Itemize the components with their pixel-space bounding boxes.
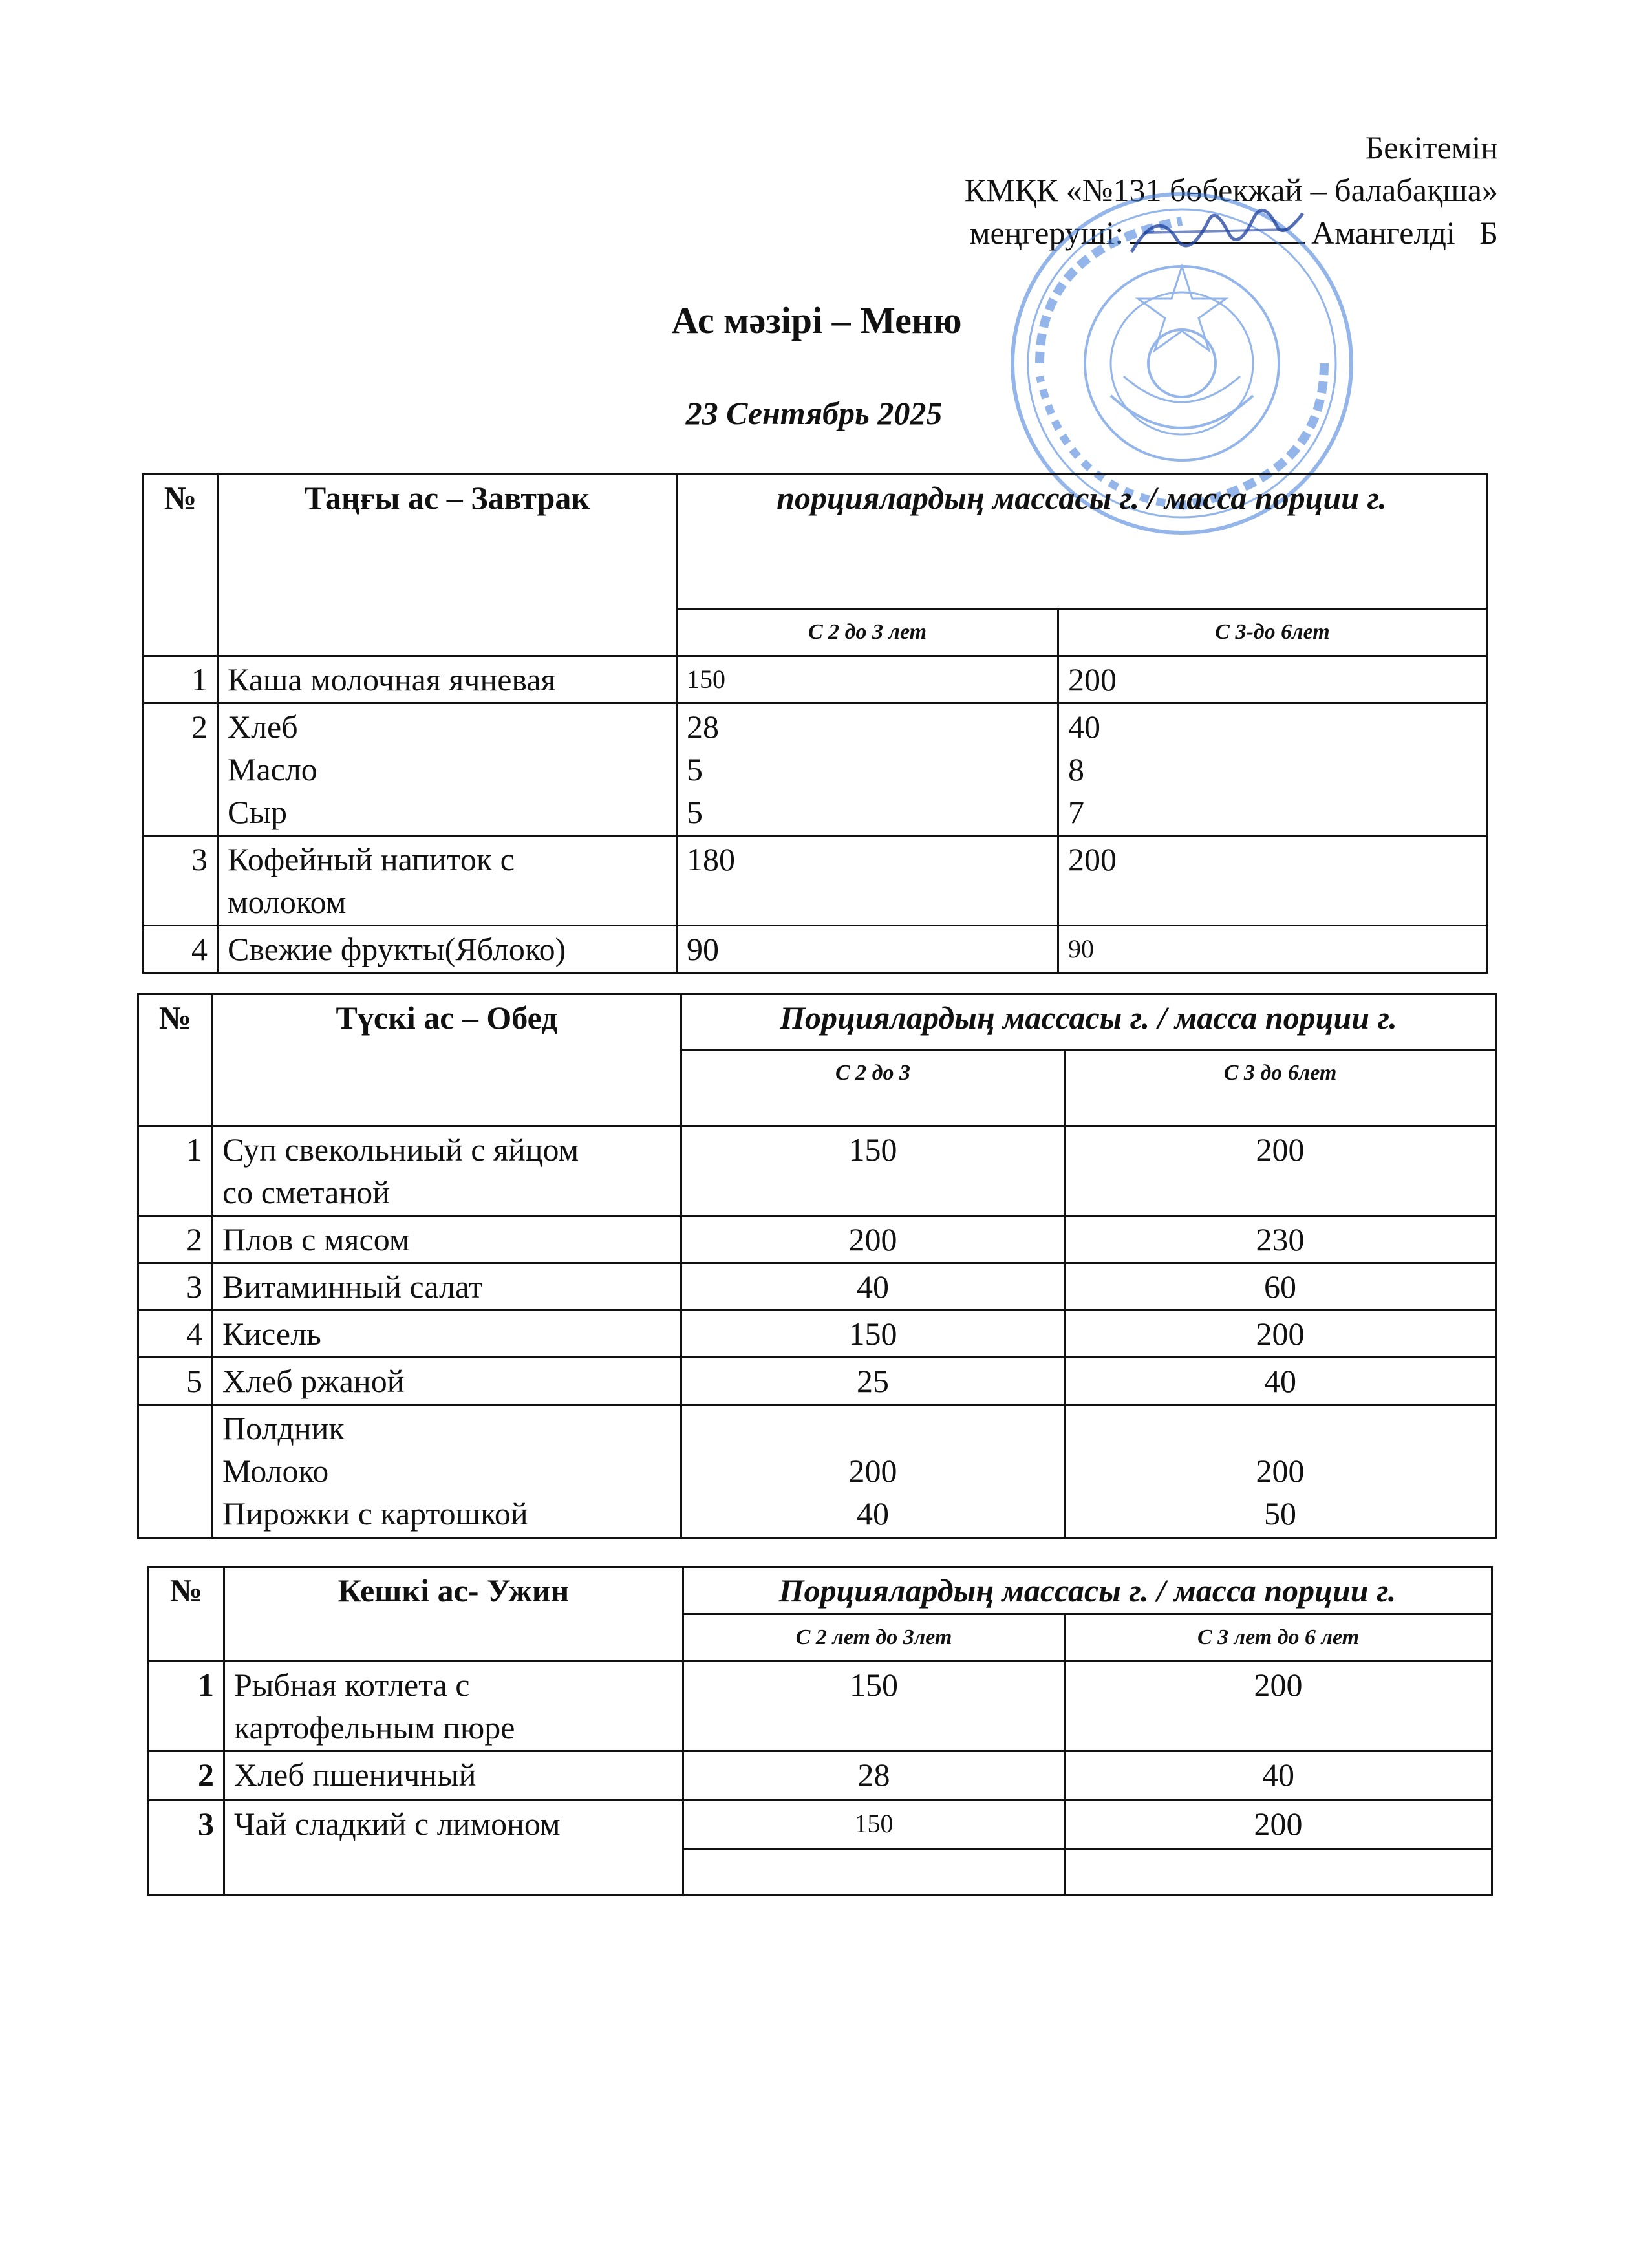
empty-cell [1065,1850,1492,1895]
table-row [144,926,1487,973]
table-row [138,1126,1496,1216]
table-row [149,1801,1492,1850]
table-row [138,1216,1496,1263]
dish-name: Хлеб Масло Сыр [218,703,677,836]
breakfast-meal-header: Таңғы ас – Завтрак [218,475,677,656]
row-number [138,1405,213,1538]
portion-age-2: 200 [1065,1662,1492,1751]
dish-name: Хлеб пшеничный [224,1751,683,1801]
portion-age-1: 40 [681,1263,1065,1311]
portion-age-1: 90 [677,926,1058,973]
dish-name: Кисель [213,1311,681,1358]
table-row [149,1662,1492,1751]
dish-name: Кофейный напиток с молоком [218,836,677,926]
row-number: 3 [144,836,218,926]
row-number: 2 [149,1751,224,1801]
portion-age-1: 25 [681,1358,1065,1405]
row-number: 2 [138,1216,213,1263]
table-row [144,836,1487,926]
table-row [138,1263,1496,1311]
portion-age-2: 40 [1065,1751,1492,1801]
page-title: Ас мәзірі – Меню [671,299,962,341]
dish-name: Хлеб ржаной [213,1358,681,1405]
dinner-table [147,1566,1493,1896]
dish-name: Чай сладкий с лимоном [224,1801,683,1895]
dish-name: Свежие фрукты(Яблоко) [218,926,677,973]
table-row [144,656,1487,703]
dinner-num-header: № [149,1567,224,1662]
breakfast-age-1: С 2 до 3 лет [677,609,1058,656]
portion-age-2: 200 50 [1065,1405,1496,1538]
portion-age-1: 180 [677,836,1058,926]
portion-age-1: 200 40 [681,1405,1065,1538]
signature [1119,194,1312,272]
table-row [149,1751,1492,1801]
table-row [138,1358,1496,1405]
lunch-age-1: С 2 до 3 [681,1050,1065,1126]
empty-cell [683,1850,1065,1895]
portion-age-2: 40 8 7 [1058,703,1487,836]
dish-name: Полдник Молоко Пирожки с картошкой [213,1405,681,1538]
breakfast-num-header: № [144,475,218,656]
snack-title: Полдник [222,1410,345,1446]
portion-age-2: 60 [1065,1263,1496,1311]
lunch-num-header: № [138,994,213,1126]
table-row [138,1311,1496,1358]
approval-title: Бекітемін [1365,129,1498,166]
portion-age-1: 28 [683,1751,1065,1801]
signatory-name: Амангелді Б [1311,215,1498,251]
lunch-portion-header: Порциялардың массасы г. / масса порции г. [681,994,1496,1050]
dinner-meal-header: Кешкі ас- Ужин [224,1567,683,1662]
portion-age-1: 150 [683,1801,1065,1850]
portion-age-2: 200 [1065,1801,1492,1850]
dish-name: Каша молочная ячневая [218,656,677,703]
lunch-meal-header: Түскі ас – Обед [213,994,681,1126]
portion-age-1: 150 [681,1311,1065,1358]
dish-name: Суп свекольниый с яйцом со сметаной [213,1126,681,1216]
portion-age-1: 28 5 5 [677,703,1058,836]
portion-age-2: 200 [1065,1311,1496,1358]
row-number: 4 [138,1311,213,1358]
portion-age-2: 90 [1058,926,1487,973]
table-row [138,1405,1496,1538]
portion-age-2: 200 [1065,1126,1496,1216]
portion-age-2: 230 [1065,1216,1496,1263]
row-number: 3 [138,1263,213,1311]
row-number: 1 [149,1662,224,1751]
portion-age-1: 200 [681,1216,1065,1263]
menu-date: 23 Сентябрь 2025 [685,395,943,431]
breakfast-portion-header: порциялардың массасы г. / масса порции г. [677,475,1487,609]
dinner-age-1: С 2 лет до 3лет [683,1614,1065,1662]
portion-age-2: 200 [1058,836,1487,926]
portion-age-2: 40 [1065,1358,1496,1405]
portion-age-1: 150 [681,1126,1065,1216]
dish-name: Плов с мясом [213,1216,681,1263]
portion-age-2: 200 [1058,656,1487,703]
dinner-portion-header: Порциялардың массасы г. / масса порции г. [683,1567,1492,1614]
breakfast-table [142,473,1488,974]
breakfast-age-2: С 3-до 6лет [1058,609,1487,656]
row-number: 5 [138,1358,213,1405]
lunch-table [137,993,1497,1539]
lunch-age-2: С 3 до 6лет [1065,1050,1496,1126]
position-label: меңгерушi: [969,215,1124,251]
table-row [144,703,1487,836]
row-number: 1 [138,1126,213,1216]
row-number: 1 [144,656,218,703]
row-number: 2 [144,703,218,836]
portion-age-1: 150 [683,1662,1065,1751]
dish-name: Витаминный салат [213,1263,681,1311]
portion-age-1: 150 [677,656,1058,703]
row-number: 3 [149,1801,224,1895]
row-number: 4 [144,926,218,973]
dish-name: Рыбная котлета с картофельным пюре [224,1662,683,1751]
dinner-age-2: С 3 лет до 6 лет [1065,1614,1492,1662]
approval-organization: КМҚК «№131 бөбекжай – балабақша» [964,172,1498,208]
